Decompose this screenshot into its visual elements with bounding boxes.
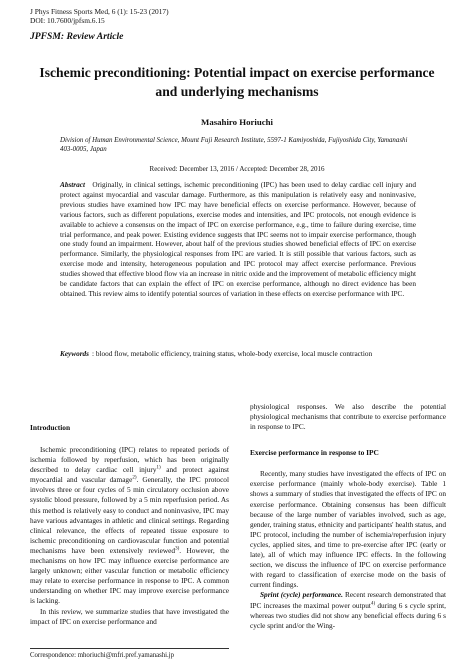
author-name: Masahiro Horiuchi	[201, 117, 273, 127]
article-title	[30, 63, 444, 101]
section2-paragraph-1: Recently, many studies have investigated the effects of IPC on exercise performance (mainly whole-body exercise). Table 1 shows a summary of studies that investigated the effects of IPC on exercise performance. Obtaining consensus has been difficult because of the large number of variables involved, such as age, gender, training status, ethnicity and participants' health status, and IPC protocol, including the number of ischemia/reperfusion injury cycles, applied sites, and time to pre-exercise after IPC (early or late), all of which may influence IPC effects. In the following section, we discuss the influence of IPC on exercise performance with regard to classification of exercise mode on the basis of current findings.	[250, 469, 446, 590]
keywords-text: : blood flow, metabolic efficiency, training status, whole-body exercise, local muscle contraction	[92, 350, 373, 358]
intro-paragraph-1: Ischemic preconditioning (IPC) relates to repeated periods of ischemia followed by reperfusion, which has been originally described to delay cardiac cell injury$^{1)}$ and protect against myocardial and vascular damage$^{2)}$. Generally, the IPC protocol involves three or four cycles of 5 min circulatory occlusion above systolic blood pressure, followed by a 5 min reperfusion period. As this method is relatively easy to conduct and noninvasive, IPC may have various advantages in athletic and clinical settings. Regarding clinical relevance, the effects of repeated tissue exposure to ischemic preconditioning on cardiovascular function and potential mechanisms have been extensively reviewed$^{3)}$. However, the mechanisms on how IPC may influence exercise performance are largely unknown; either vascular function or metabolic efficiency may relate to exercise performance in response to IPC. A common understanding on whether IPC may improve exercise performance is lacking.	[30, 445, 230, 606]
keywords	[60, 350, 416, 360]
footnote-divider	[30, 648, 229, 649]
section2-paragraph-2: Sprint (cycle) performance. Recent research demonstrated that IPC increases the maximal power output$^{4)}$ during 6 s cycle sprint, whereas two studies did not show any beneficial effects during 6 s cycle sprint and/or the Wing-	[250, 590, 446, 630]
keywords-heading: Keywords	[60, 350, 89, 358]
correspondence-footnote[interactable]: Correspondence: mhoriuchi@mfri.pref.yamanashi.jp	[30, 652, 175, 659]
citation-ref: 4)	[370, 601, 376, 607]
abstract-heading: Abstract	[60, 181, 85, 189]
title-line-2: and underlying mechanisms	[155, 84, 319, 99]
intro-paragraph-2: In this review, we summarize studies that have investigated the impact of IPC on exercise performance and	[30, 606, 229, 626]
citation-ref: 2)	[132, 475, 137, 481]
left-column	[30, 402, 229, 627]
section-heading-exercise-performance: Exercise performance in response to IPC	[250, 448, 379, 458]
journal-citation: J Phys Fitness Sports Med, 6 (1): 15-23 (2017)	[30, 7, 169, 16]
introduction-heading: Introduction	[30, 423, 71, 432]
title-line-1: Ischemic preconditioning: Potential impact on exercise performance	[39, 65, 435, 80]
affiliation: Division of Human Environmental Science, Mount Fuji Research Institute, 5597-1 Kamiyoshida, Fujiyoshida City, Yamanashi 403-0005, Japan	[60, 137, 408, 154]
section-label: JPFSM: Review Article	[30, 31, 124, 42]
right-column	[250, 402, 446, 631]
abstract-text: Originally, in clinical settings, ischemic preconditioning (IPC) has been used to delay cardiac cell injury and protect against myocardial and vascular damage. Furthermore, as this manipulation is relatively easy and noninvasive, previous studies have examined how IPC may have beneficial effects on exercise performance. However, because of various factors, such as different populations, exercise modes and intensities, and IPC protocols, not enough evidence is available to achieve a consensus on the impact of IPC on exercise performance, e.g., time to failure during exercise, time trial performance, and peak power. Existing evidence suggests that IPC seems not to impair exercise performance, though one study found an impairment. However, about half of the previous studies showed beneficial effects of IPC on exercise performance. Similarly, the physiological responses from IPC are varied. It is still possible that various factors, such as exercise mode and intensity, heterogeneous population and IPC protocol may affect exercise performance. Previous studies showed that effective blood flow via an increase in nitric oxide and the improvement of metabolic efficiency might be candidate factors that can explain the effect of IPC on exercise performance, although no direct evidence has been obtained. This review aims to identify potential sources of variation in these effects on exercise performance with IPC.	[60, 181, 417, 298]
intro-paragraph-2-continued: physiological responses. We also describe the potential physiological mechanisms that contribute to exercise performance in response to IPC.	[250, 402, 446, 432]
doi[interactable]: DOI: 10.7600/jpfsm.6.15	[30, 16, 105, 25]
sprint-run-in-heading: Sprint (cycle) performance.	[260, 590, 343, 600]
citation-ref: 1)	[156, 465, 161, 471]
citation-ref: 3)	[175, 546, 180, 552]
abstract	[60, 181, 416, 300]
received-accepted-dates: Received: December 13, 2016 / Accepted: December 28, 2016	[149, 165, 325, 173]
